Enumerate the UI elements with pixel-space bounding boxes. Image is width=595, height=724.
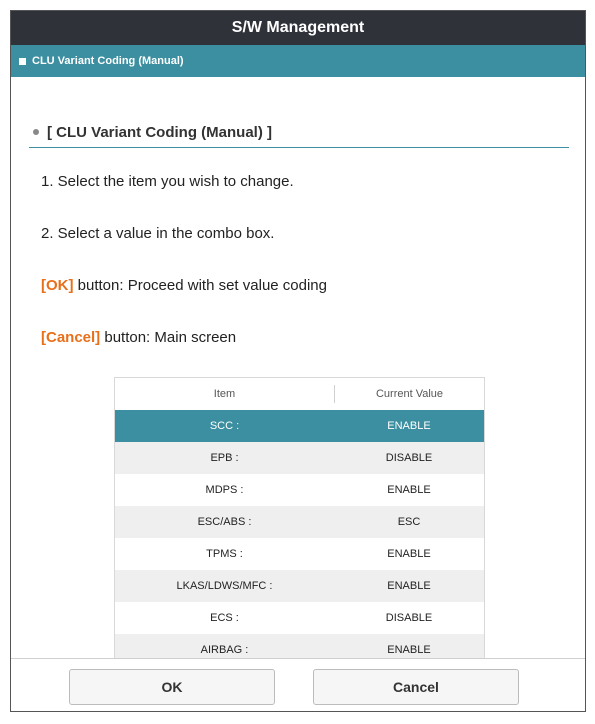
table-row[interactable] (115, 474, 484, 506)
instruction-cancel (41, 329, 236, 346)
ok-description: button: Proceed with set value coding (73, 277, 327, 294)
table-header (115, 378, 484, 410)
row-value: ENABLE (387, 644, 431, 656)
row-item: MDPS : (205, 484, 244, 496)
row-item: EPB : (210, 452, 239, 464)
row-item: ESC/ABS : (197, 516, 252, 528)
row-value: ESC (397, 516, 421, 528)
square-bullet-icon (19, 58, 26, 65)
cancel-description: button: Main screen (100, 329, 237, 346)
window-title: S/W Management (11, 11, 585, 45)
instruction-ok (41, 277, 327, 294)
section-heading-text: [ CLU Variant Coding (Manual) ] (47, 123, 272, 141)
row-item: LKAS/LDWS/MFC : (176, 580, 273, 592)
instruction-step-2: 2. Select a value in the combo box. (41, 225, 275, 242)
cancel-key-label: [Cancel] (41, 329, 101, 346)
row-value: ENABLE (387, 420, 431, 432)
row-value: DISABLE (385, 452, 433, 464)
row-value: ENABLE (387, 580, 431, 592)
section-heading (29, 117, 569, 148)
table-row[interactable] (115, 410, 484, 442)
content-area (11, 77, 585, 659)
subheader-label: CLU Variant Coding (Manual) (32, 55, 184, 67)
subheader-bar (11, 45, 585, 77)
table-row[interactable] (115, 602, 484, 634)
row-item: TPMS : (206, 548, 243, 560)
table-row[interactable] (115, 442, 484, 474)
row-value: DISABLE (385, 612, 433, 624)
variant-table (114, 377, 485, 666)
row-value: ENABLE (387, 548, 431, 560)
table-row[interactable] (115, 506, 484, 538)
cancel-button[interactable]: Cancel (313, 669, 519, 705)
table-row[interactable] (115, 570, 484, 602)
ok-key-label: [OK] (41, 277, 74, 294)
table-row[interactable] (115, 538, 484, 570)
row-item: SCC : (209, 420, 240, 432)
row-value: ENABLE (387, 484, 431, 496)
button-bar (11, 658, 585, 711)
row-item: ECS : (210, 612, 239, 624)
column-header-current-value: Current Value (375, 388, 444, 400)
dot-bullet-icon (33, 129, 39, 135)
instruction-step-1: 1. Select the item you wish to change. (41, 173, 294, 190)
dialog-window (10, 10, 586, 712)
ok-button[interactable]: OK (69, 669, 275, 705)
column-header-item: Item (115, 385, 335, 403)
row-item: AIRBAG : (200, 644, 249, 656)
